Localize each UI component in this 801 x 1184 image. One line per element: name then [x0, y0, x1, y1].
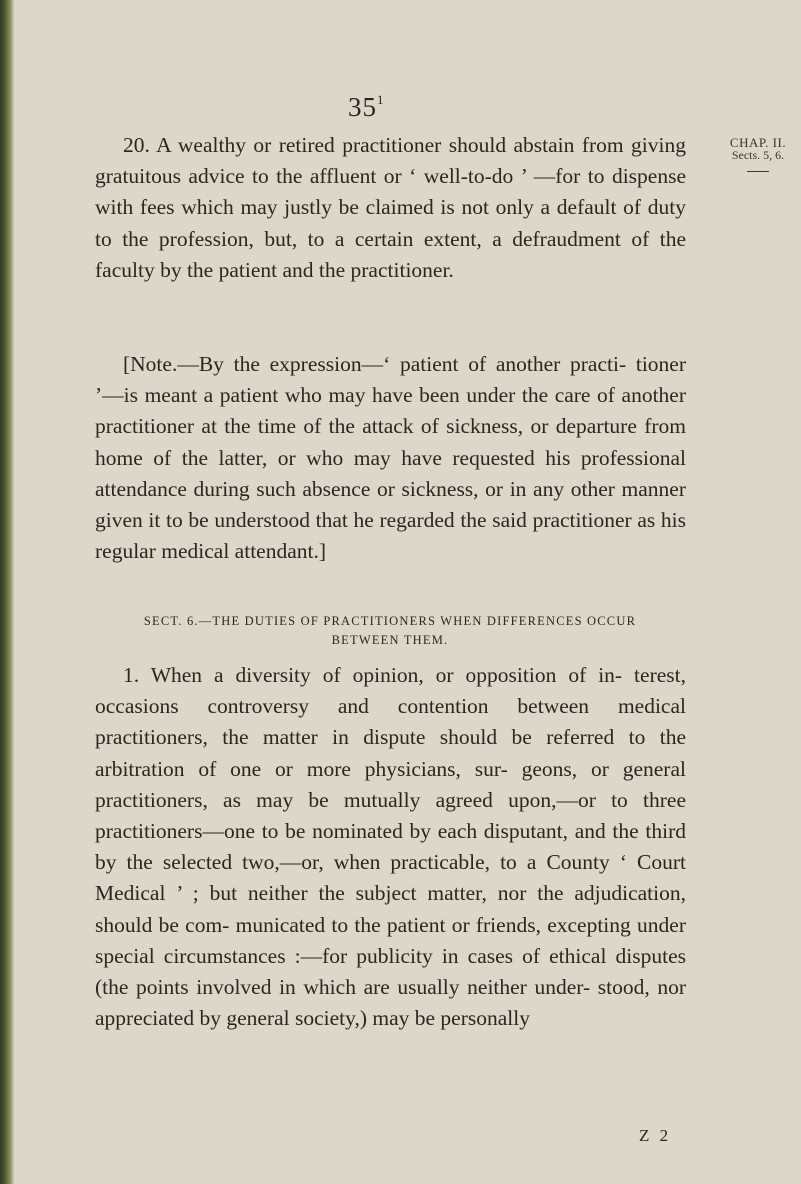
margin-note — [708, 137, 801, 172]
section-heading: SECT. 6.—THE DUTIES OF PRACTITIONERS WHEN DIFFERENCES OCCUR BETWEEN THEM. — [143, 614, 637, 647]
paragraph-1: 1. When a diversity of opinion, or opposition of in- terest, occasions controversy and contention between medical practitioners, the matter in dispute should be referred to the arbitration of one or more physicians, sur- geons, or general practitioners, as may be mutually agreed upon,—or to three practitioners—one to be nominated by each disputant, and the third by the selected two,—or, when practicable, to a County ‘ Court Medical ’ ; but neither the subject matter, nor the adjudication, should be com- municated to the patient or friends, excepting under special circumstances :—for publicity in cases of ethical disputes (the points involved in which are usually neither under- stood, nor appreciated by general society,) may be personally — [95, 663, 686, 1031]
page-number — [348, 92, 385, 123]
margin-note-chapter: CHAP. II. — [729, 135, 787, 150]
book-page — [14, 0, 801, 1184]
margin-note-rule — [747, 171, 769, 172]
page-number-sup: 1 — [377, 92, 385, 107]
margin-note-sections: Sects. 5, 6. — [731, 148, 785, 162]
book-spine-shadow — [0, 0, 14, 1184]
paragraph-note: [Note.—By the expression—‘ patient of another practi- tioner ’—is meant a patient who may have been under the care of another practitioner at the time of the attack of sickness, or departure from home of the latter, or who may have requested his professional attendance during such absence or sickness, or in any other manner given it to be understood that he regarded the said practitioner as his regular medical attendant.] — [95, 352, 686, 564]
page-number-value: 35 — [348, 92, 377, 122]
signature-mark: Z 2 — [639, 1126, 672, 1145]
paragraph-20: 20. A wealthy or retired practitioner should abstain from giving gratuitous advice to the affluent or ‘ well-to-do ’ —for to dispense with fees which may justly be claimed is not only a default of duty to the profession, but, to a certain extent, a defraudment of the faculty by the patient and the practitioner. — [95, 133, 686, 282]
